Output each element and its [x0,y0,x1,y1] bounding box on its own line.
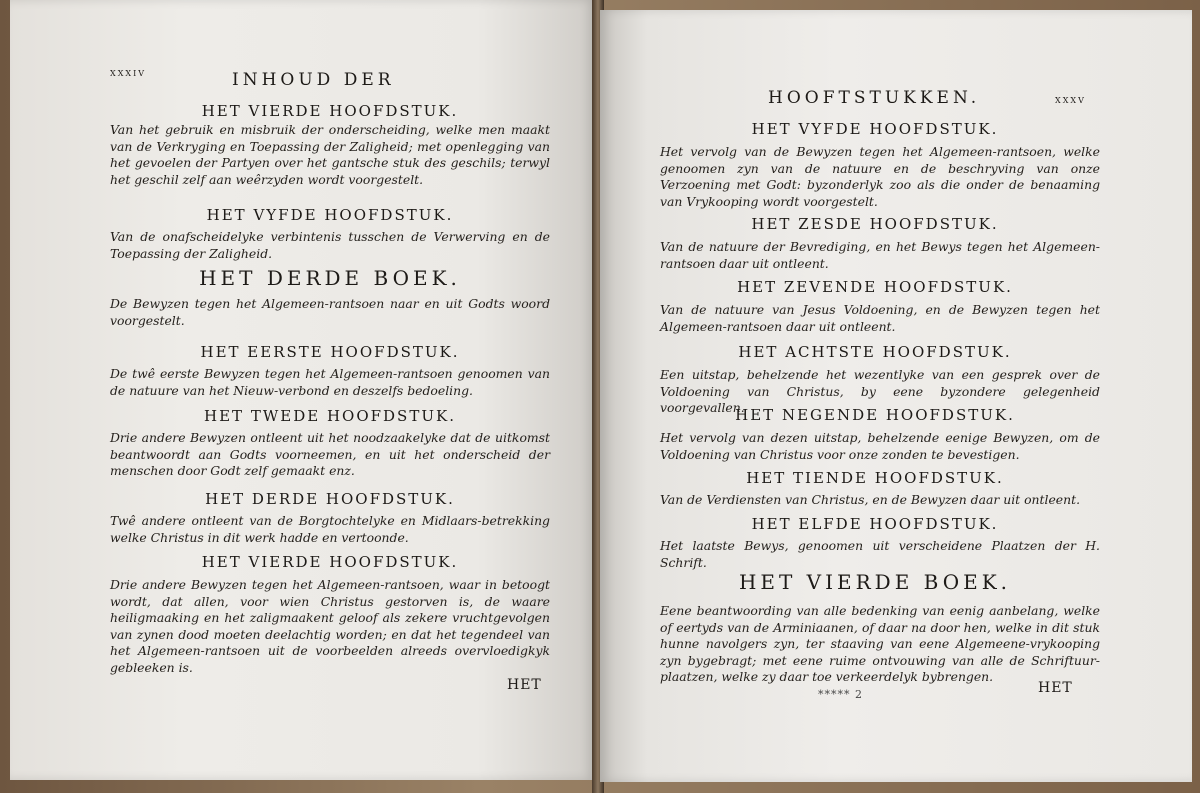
right-page [600,10,1192,782]
section-summary: Het vervolg van de Bewyzen tegen het Algemeen-rantsoen, welke genoomen zyn van de natuure en de beschryving van onze Verzoening met Godt: byzonderlyk zoo als die onder de benaaming van Vrykooping wordt voorgestelt. [660,144,1100,209]
section-heading: HET EERSTE HOOFDSTUK. [200,343,460,361]
left-page [10,0,595,780]
right-running-head: HOOFTSTUKKEN. [768,88,981,108]
section-summary: Het vervolg van dezen uitstap, behelzende eenige Bewyzen, om de Voldoening van Christus voor onze zonden te bevestigen. [660,430,1100,462]
signature-mark: ***** 2 [818,688,863,701]
left-catchword: HET [507,677,542,693]
section-heading: HET TWEDE HOOFDSTUK. [204,407,456,425]
section-summary: Van de Verdiensten van Christus, en de Bewyzen daar uit ontleent. [660,492,1081,507]
section-summary: Van de natuure van Jesus Voldoening, en de Bewyzen tegen het Algemeen-rantsoen daar uit ontleent. [660,302,1100,334]
section-summary: Een uitstap, behelzende het wezentlyke van een gesprek over de Voldoening van Christus, by eene byzondere gelegenheid voorgevallen. [660,367,1100,415]
section-summary: Twê andere ontleent van de Borgtochtelyke en Midlaars-betrekking welke Christus in dit werk hadde en vertoonde. [110,513,550,545]
section-heading: HET ACHTSTE HOOFDSTUK. [738,343,1012,361]
section-heading: HET ZESDE HOOFDSTUK. [751,215,999,233]
section-heading: HET DERDE HOOFDSTUK. [205,490,455,508]
left-page-number: xxxiv [110,66,147,79]
section-summary: Van de natuure der Bevrediging, en het Bewys tegen het Algemeen-rantsoen daar uit ontleent. [660,239,1100,271]
section-heading: HET NEGENDE HOOFDSTUK. [735,406,1015,424]
right-page-number: xxxv [1055,93,1086,106]
section-heading: HET TIENDE HOOFDSTUK. [746,469,1004,487]
section-summary: Van de onafscheidelyke verbintenis tusschen de Verwerving en de Toepassing der Zaligheid. [110,229,550,261]
section-summary: De twê eerste Bewyzen tegen het Algemeen-rantsoen genoomen van de natuure van het Nieuw-verbond en deszelfs bedoeling. [110,366,550,398]
left-running-head: INHOUD DER [232,70,395,90]
right-catchword: HET [1038,680,1073,696]
section-summary: Drie andere Bewyzen tegen het Algemeen-rantsoen, waar in betoogt wordt, dat allen, voor wien Christus gestorven is, de waare heiligmaaking en het zaligmaakent geloof als zekere vruchtgevolgen van zynen dood moeten deelachtig worden; en dat het tegendeel van het Algemeen-rantsoen uit de voorbeelden alreeds overvloedigkyk gebleeken is. [110,577,550,675]
section-summary: Drie andere Bewyzen ontleent uit het noodzaakelyke dat de uitkomst beantwoordt aan Godts voorneemen, en uit het onderscheid der menschen door Godt zelf gemaakt enz. [110,430,550,478]
section-heading: HET VIERDE HOOFDSTUK. [201,102,459,120]
section-heading: HET VYFDE HOOFDSTUK. [206,206,454,224]
section-heading: HET ELFDE HOOFDSTUK. [751,515,999,533]
section-summary: Eene beantwoording van alle bedenking van eenig aanbelang, welke of eertyds van de Arminiaanen, of daar na door hen, welke in dit stuk hunne navolgers zyn, ter staaving van eene Algemeene-vrykooping zyn bygebragt; met eene ruime ontvouwing van alle de Schriftuur-plaatzen, welke zy daar toe verkeerdelyk bybrengen. [660,603,1100,684]
section-summary: Van het gebruik en misbruik der onderscheiding, welke men maakt van de Verkryging en Toepassing der Zaligheid; met openlegging van het gevoelen der Partyen over het gantsche stuk des geschils; terwyl het geschil zelf aan weêrzyden wordt voorgestelt. [110,122,550,187]
section-heading: HET VIERDE HOOFDSTUK. [201,553,459,571]
book-heading: HET DERDE BOEK. [199,266,461,290]
section-summary: Het laatste Bewys, genoomen uit verscheidene Plaatzen der H. Schrift. [660,538,1100,570]
section-heading: HET ZEVENDE HOOFDSTUK. [737,278,1013,296]
section-heading: HET VYFDE HOOFDSTUK. [751,120,999,138]
section-summary: De Bewyzen tegen het Algemeen-rantsoen naar en uit Godts woord voorgestelt. [110,296,550,328]
book-heading: HET VIERDE BOEK. [738,570,1012,594]
